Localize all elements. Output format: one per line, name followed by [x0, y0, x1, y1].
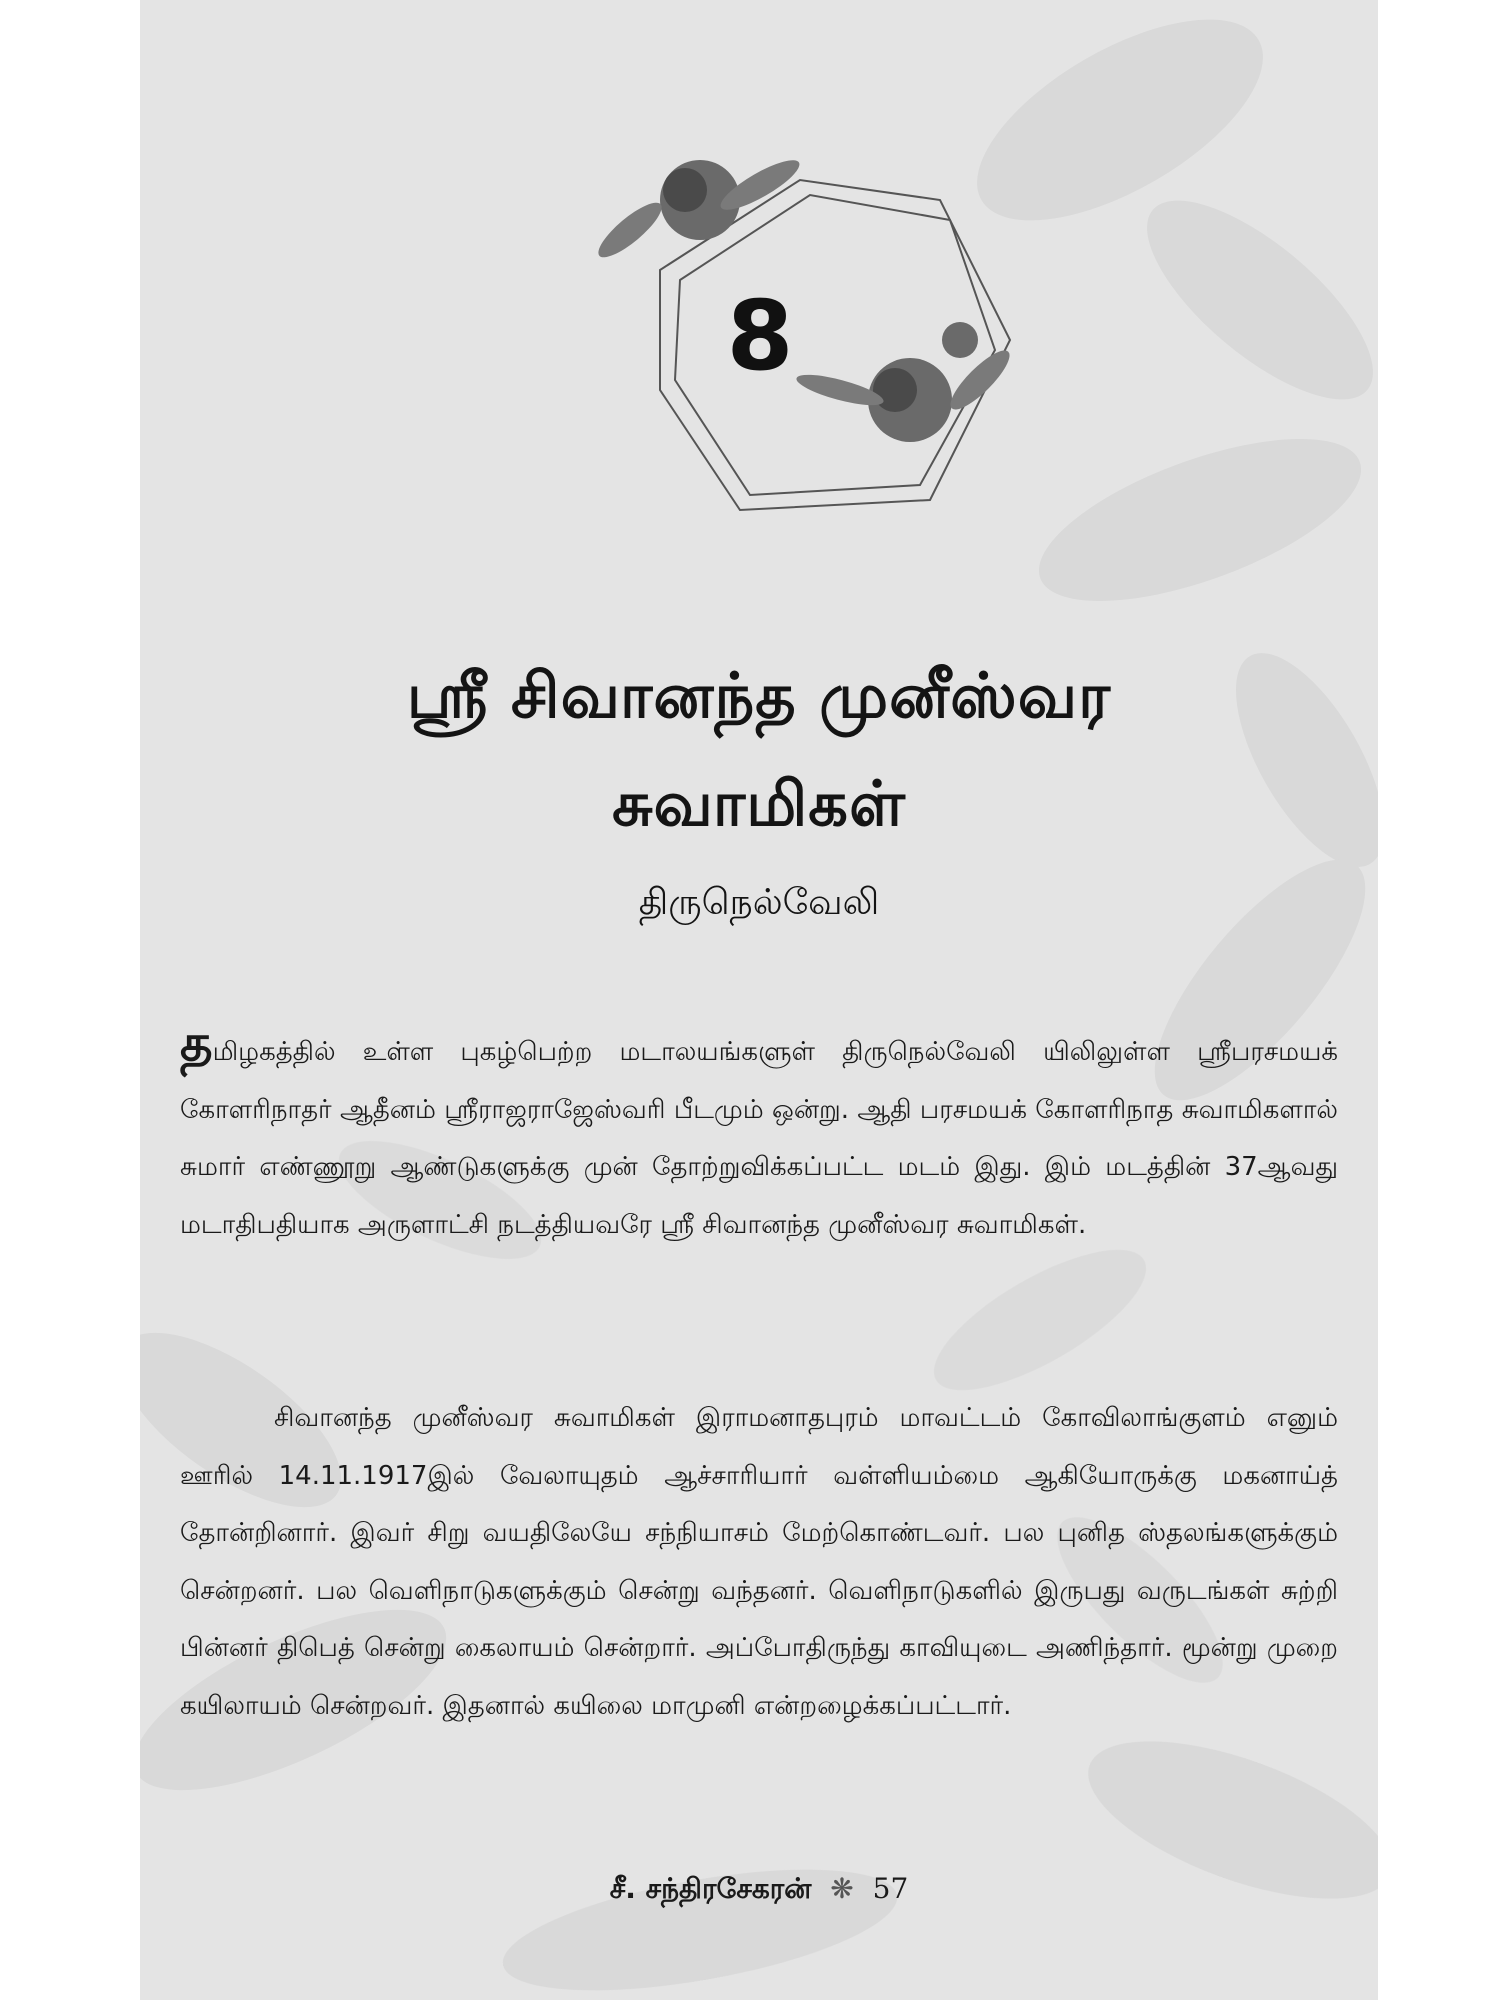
paragraph-2-text: சிவானந்த முனீஸ்வர சுவாமிகள் இராமனாதபுரம் மாவட்டம் கோவிலாங்குளம் எனும் ஊரில் 14.11.1917இல் வேலாயுதம் ஆச்சாரியார் வள்ளியம்மை ஆகியோருக்கு மகனாய்த் தோன்றினார். இவர் சிறு வயதிலேயே சந்நியாசம் மேற்கொண்டவர். பல புனித ஸ்தலங்களுக்கும் சென்றனர். பல வெளிநாடுகளுக்கும் சென்று வந்தனர். வெளிநாடுகளில் இருபது வருடங்கள் சுற்றி பின்னர் திபெத் சென்று கைலாயம் சென்றார். அப்போதிருந்து காவியுடை அணிந்தார். மூன்று முறை கயிலாயம் சென்றவர். இதனால் கயிலை மாமுனி என்றழைக்கப்பட்டார். [180, 1403, 1338, 1721]
footer-author: சீ. சந்திரசேகரன் [609, 1872, 812, 1905]
paragraph-1 [180, 1014, 1338, 1254]
paragraph-1-text: மிழகத்தில் உள்ள புகழ்பெற்ற மடாலயங்களுள் திருநெல்வேலி யிலிலுள்ள ஸ்ரீபரசமயக் கோளரிநாதர் ஆதீனம் ஸ்ரீராஜராஜேஸ்வரி பீடமும் ஒன்று. ஆதி பரசமயக் கோளரிநாத சுவாமிகளால் சுமார் எண்ணூறு ஆண்டுகளுக்கு முன் தோற்றுவிக்கப்பட்ட மடம் இது. இம் மடத்தின் 37ஆவது மடாதிபதியாக அருளாட்சி நடத்தியவரே ஸ்ரீ சிவானந்த முனீஸ்வர சுவாமிகள். [180, 1037, 1338, 1240]
star-separator-icon: ❋ [830, 1872, 854, 1905]
chapter-location: திருநெல்வேலி [638, 882, 880, 923]
book-page [140, 0, 1378, 2000]
drop-cap: த [180, 1014, 213, 1072]
paragraph-2 [180, 1390, 1338, 1735]
chapter-title-line-2: சுவாமிகள் [612, 767, 906, 840]
chapter-title-line-1: ஸ்ரீ சிவானந்த முனீஸ்வர [406, 659, 1112, 732]
page-number: 57 [872, 1872, 909, 1905]
chapter-number: 8 [726, 280, 794, 392]
page-footer [140, 1872, 1378, 1909]
